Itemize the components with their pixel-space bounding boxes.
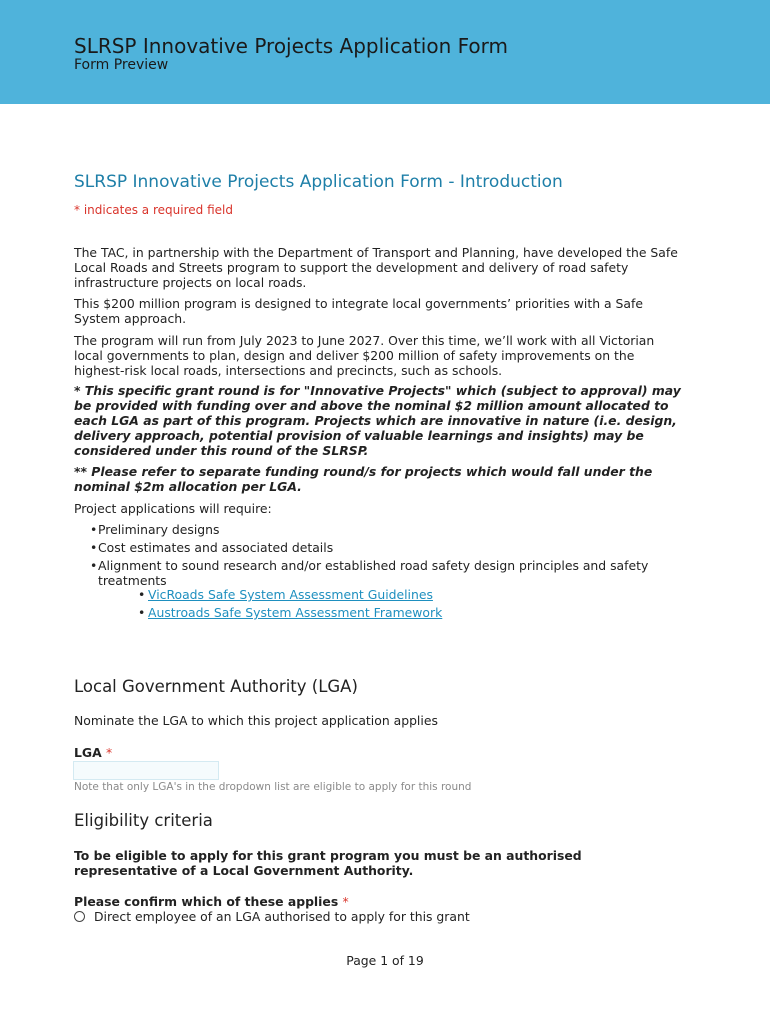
guideline-links: [138, 586, 442, 621]
required-mark: *: [342, 894, 349, 909]
form-subtitle: Form Preview: [74, 57, 169, 73]
page-number: Page 1 of 19: [346, 953, 424, 968]
innovative-projects-note: * This specific grant round is for "Innovative Projects" which (subject to approval) may be provided with funding over and above the nominal $2 million amount allocated to each LGA as part of this program. Projects which are innovative in nature (i.e. design, delivery approach, potential provision of valuable learnings and insights) may be considered under this round of the SLRSP.: [74, 383, 681, 458]
vicroads-guidelines-link[interactable]: VicRoads Safe System Assessment Guidelines: [148, 587, 433, 602]
lga-field-label: LGA *: [74, 745, 113, 760]
lga-hint: Note that only LGA's in the dropdown list are eligible to apply for this round: [74, 781, 472, 793]
intro-paragraph-2: This $200 million program is designed to integrate local governments’ priorities with a Safe System approach.: [74, 296, 643, 326]
page-header: [0, 0, 770, 104]
lga-dropdown[interactable]: [73, 761, 219, 780]
list-item: • Austroads Safe System Assessment Framework: [138, 605, 443, 620]
radio-button[interactable]: [74, 911, 85, 922]
eligibility-section-title: Eligibility criteria: [74, 811, 213, 830]
eligibility-question: Please confirm which of these applies *: [74, 894, 349, 909]
form-title: SLRSP Innovative Projects Application Form: [74, 34, 509, 58]
required-mark: *: [105, 745, 113, 760]
funding-round-note: ** Please refer to separate funding round/s for projects which would fall under the nominal $2m allocation per LGA.: [74, 464, 653, 494]
list-item: • Alignment to sound research and/or established road safety design principles and safety treatments: [90, 558, 649, 588]
eligibility-option-direct-employee[interactable]: Direct employee of an LGA authorised to apply for this grant: [74, 909, 470, 924]
lga-section-title: Local Government Authority (LGA): [74, 677, 358, 696]
intro-section-title: SLRSP Innovative Projects Application Form - Introduction: [74, 172, 563, 192]
list-item: • VicRoads Safe System Assessment Guidelines: [138, 587, 433, 602]
requirements-list: [74, 522, 684, 588]
eligibility-statement: To be eligible to apply for this grant program you must be an authorised representative of a Local Government Authority.: [74, 848, 582, 878]
lga-description: Nominate the LGA to which this project application applies: [74, 713, 438, 728]
intro-paragraph-3: The program will run from July 2023 to June 2027. Over this time, we’ll work with all Victorian local governments to plan, design and deliver $200 million of safety improvements on the highest-risk local roads, intersections and precincts, such as schools.: [74, 333, 655, 378]
austroads-framework-link[interactable]: Austroads Safe System Assessment Framework: [148, 605, 443, 620]
intro-paragraph-1: The TAC, in partnership with the Department of Transport and Planning, have developed the Safe Local Roads and Streets program to support the development and delivery of road safety infrastructure projects on local roads.: [74, 245, 678, 290]
requirements-intro: Project applications will require:: [74, 501, 272, 516]
list-item: • Preliminary designs: [90, 522, 220, 537]
required-field-note: * indicates a required field: [74, 203, 233, 217]
list-item: • Cost estimates and associated details: [90, 540, 334, 555]
